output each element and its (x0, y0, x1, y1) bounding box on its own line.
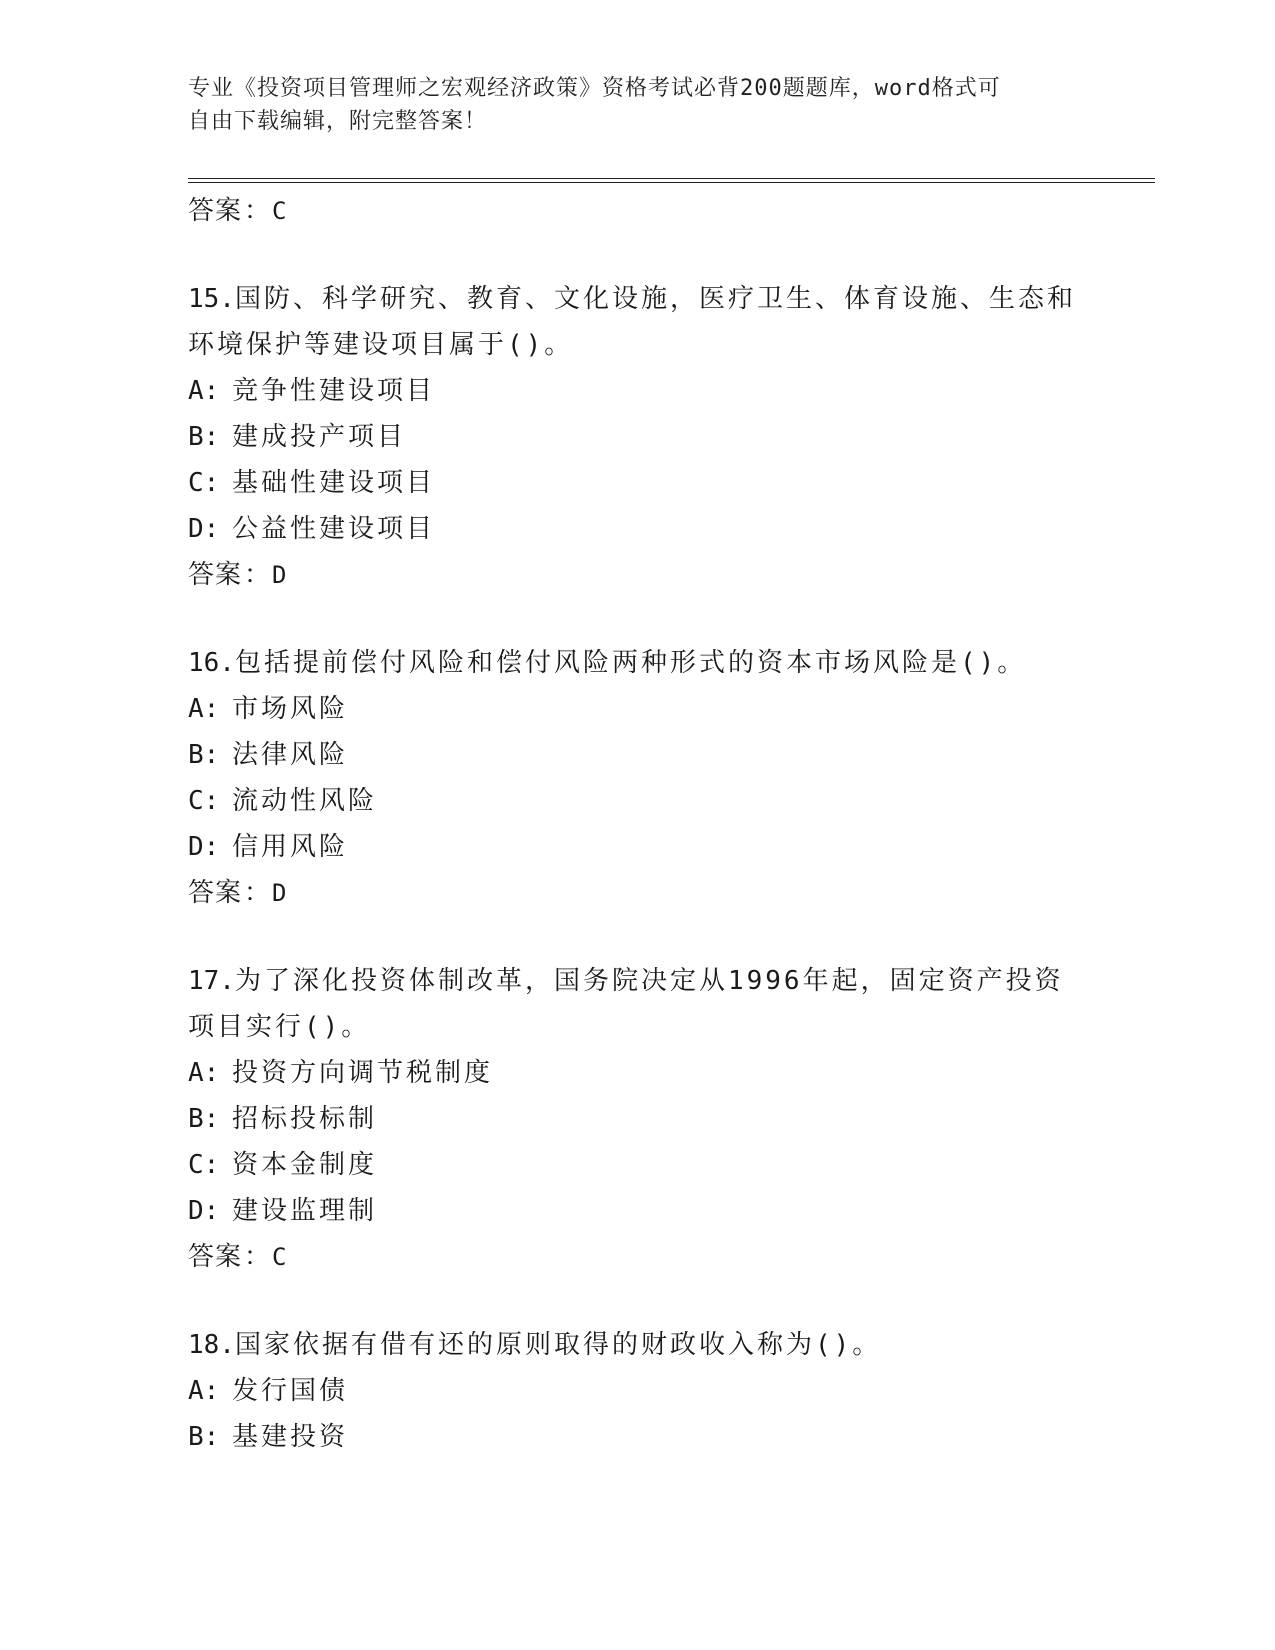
question-number: 15. (188, 284, 235, 314)
question-text-line-1: 包括提前偿付风险和偿付风险两种形式的资本市场风险是()。 (234, 648, 1027, 678)
option-text: 竞争性建设项目 (232, 376, 436, 406)
answer-label: 答案 (188, 1242, 243, 1272)
option-c (188, 778, 1168, 824)
option-b (188, 414, 1168, 460)
question-text-line-1: 国家依据有借有还的原则取得的财政收入称为()。 (234, 1330, 882, 1360)
question-text-line-1: 为了深化投资体制改革，国务院决定从1996年起，固定资产投资 (234, 966, 1064, 996)
question-text (188, 1322, 1088, 1368)
option-text: 流动性风险 (232, 786, 378, 816)
question-number: 18. (188, 1330, 235, 1360)
answer-line (188, 870, 1168, 916)
option-a (188, 1368, 1168, 1414)
option-a (188, 368, 1168, 414)
option-text: 建设监理制 (232, 1196, 378, 1226)
answer-value: C (272, 1243, 287, 1271)
option-text: 资本金制度 (232, 1150, 378, 1180)
option-key: D: (188, 832, 220, 862)
question-text-line-1: 国防、科学研究、教育、文化设施，医疗卫生、体育设施、生态和 (234, 284, 1076, 314)
option-key: D: (188, 514, 220, 544)
question-number: 16. (188, 648, 235, 678)
option-key: C: (188, 786, 220, 816)
answer-line (188, 552, 1168, 598)
question-number: 17. (188, 966, 235, 996)
option-text: 市场风险 (232, 694, 349, 724)
answer-line (188, 1234, 1168, 1280)
answer-value: D (272, 561, 287, 589)
option-d (188, 1188, 1168, 1234)
option-key: C: (188, 468, 220, 498)
answer-value: C (272, 197, 287, 225)
question-text-line-2: 项目实行()。 (188, 1012, 371, 1042)
option-key: B: (188, 1422, 220, 1452)
answer-separator: ： (244, 196, 271, 226)
option-key: B: (188, 740, 220, 770)
option-text: 建成投产项目 (232, 422, 407, 452)
option-key: A: (188, 1058, 220, 1088)
question-text (188, 276, 1088, 368)
answer-separator: ： (244, 560, 271, 590)
answer-label: 答案 (188, 878, 243, 908)
option-a (188, 1050, 1168, 1096)
question-17 (188, 958, 1168, 1280)
option-key: A: (188, 694, 220, 724)
option-key: A: (188, 376, 220, 406)
answer-label: 答案 (188, 560, 243, 590)
answer-value: D (272, 879, 287, 907)
question-text-line-2: 环境保护等建设项目属于()。 (188, 330, 574, 360)
option-text: 基建投资 (232, 1422, 349, 1452)
page-header (188, 72, 1088, 138)
option-b (188, 732, 1168, 778)
header-line-2: 自由下载编辑，附完整答案！ (188, 109, 488, 134)
option-d (188, 506, 1168, 552)
option-text: 招标投标制 (232, 1104, 378, 1134)
answer-line (188, 188, 1168, 234)
option-text: 发行国债 (232, 1376, 349, 1406)
answer-label: 答案 (188, 196, 243, 226)
option-key: B: (188, 1104, 220, 1134)
option-text: 公益性建设项目 (232, 514, 436, 544)
option-c (188, 460, 1168, 506)
answer-separator: ： (244, 878, 271, 908)
option-text: 信用风险 (232, 832, 349, 862)
question-16 (188, 640, 1168, 916)
option-a (188, 686, 1168, 732)
option-key: A: (188, 1376, 220, 1406)
option-key: C: (188, 1150, 220, 1180)
question-list (188, 188, 1168, 1460)
question-text (188, 640, 1088, 686)
question-text (188, 958, 1088, 1050)
question-18 (188, 1322, 1168, 1460)
option-text: 法律风险 (232, 740, 349, 770)
option-b (188, 1414, 1168, 1460)
option-text: 基础性建设项目 (232, 468, 436, 498)
option-c (188, 1142, 1168, 1188)
option-text: 投资方向调节税制度 (232, 1058, 494, 1088)
option-b (188, 1096, 1168, 1142)
option-d (188, 824, 1168, 870)
question-15 (188, 276, 1168, 598)
header-line-1: 专业《投资项目管理师之宏观经济政策》资格考试必背200题题库，word格式可 (188, 76, 1001, 101)
option-key: D: (188, 1196, 220, 1226)
answer-separator: ： (244, 1242, 271, 1272)
header-divider (188, 178, 1155, 183)
option-key: B: (188, 422, 220, 452)
